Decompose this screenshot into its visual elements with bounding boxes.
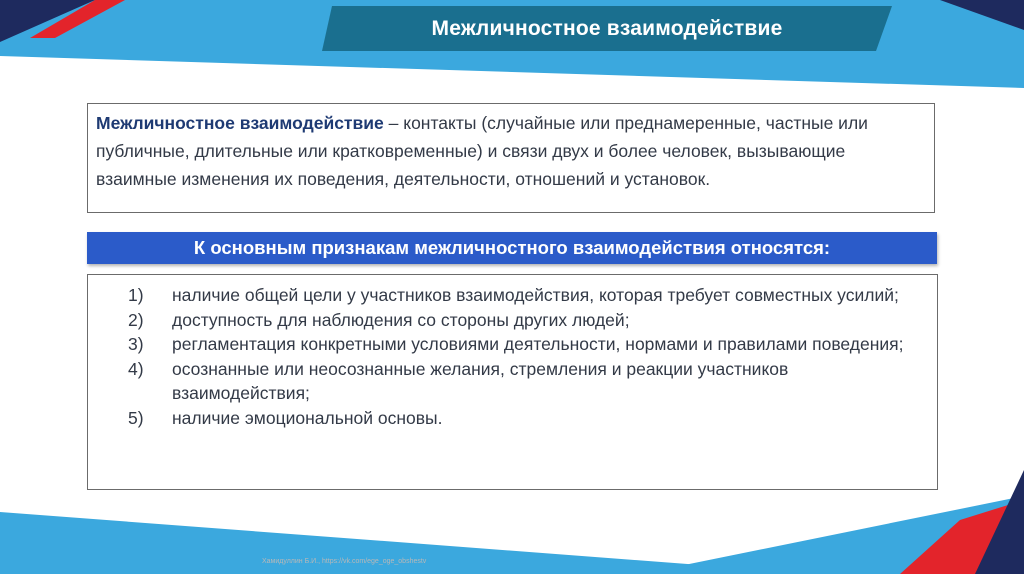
definition-box	[87, 103, 935, 213]
signs-list-box	[87, 274, 938, 490]
signs-header: К основным признакам межличностного взаимодействия относятся:	[87, 232, 937, 264]
definition-term: Межличностное взаимодействие	[96, 113, 384, 133]
list-item-number: 4)	[128, 358, 144, 379]
list-item-text: регламентация конкретными условиями деятельности, нормами и правилами поведения;	[172, 334, 904, 354]
list-item	[128, 332, 927, 357]
list-item-number: 2)	[128, 309, 144, 330]
list-item-number: 5)	[128, 407, 144, 428]
list-item	[128, 406, 927, 431]
footer-credit: Хамидуллин Б.И., https://vk.com/ege_oge_obshestv	[262, 558, 427, 565]
list-item-text: осознанные или неосознанные желания, стремления и реакции участников взаимодействия;	[172, 358, 789, 403]
list-item-number: 1)	[128, 285, 144, 305]
list-item	[128, 308, 927, 333]
list-item-text: доступность для наблюдения со стороны других людей;	[172, 309, 630, 330]
signs-list	[128, 283, 927, 430]
list-item	[128, 283, 927, 308]
slide-title: Межличностное взаимодействие	[431, 16, 783, 40]
list-item-number: 3)	[128, 334, 144, 354]
list-item-text: наличие общей цели у участников взаимодействия, которая требует совместных усилий;	[172, 285, 899, 305]
definition-text: – контакты (случайные или преднамеренные, частные или публичные, длительные или кратковременные) и связи двух и более человек, вызывающие взаимные изменения их поведения, деятельности, отношений и установок.	[96, 113, 868, 189]
list-item	[128, 357, 927, 406]
list-item-text: наличие эмоциональной основы.	[172, 407, 443, 428]
